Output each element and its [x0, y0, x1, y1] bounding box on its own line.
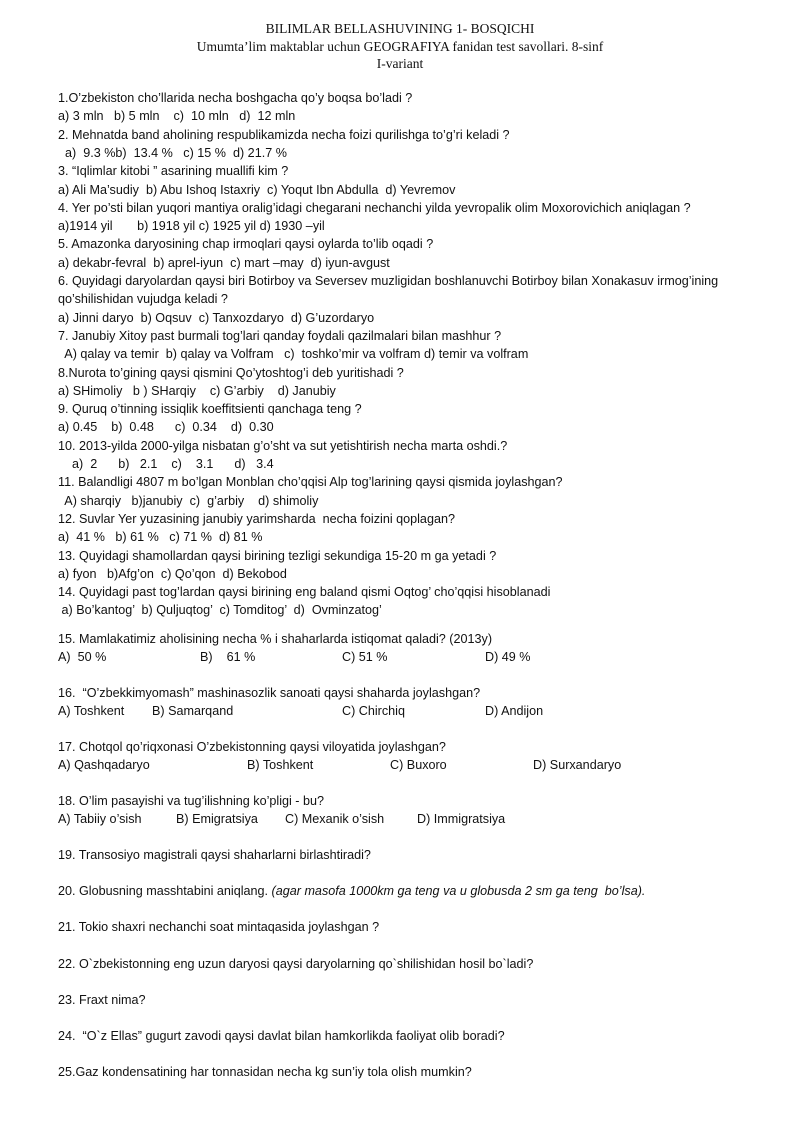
question-5: 5. Amazonka daryosining chap irmoqlari qaysi oylarda to’lib oqadi ? [58, 237, 434, 252]
question-8: 8.Nurota to’gining qaysi qismini Qo’ytoshtog’i deb yuritishadi ? [58, 365, 404, 380]
question-1-options: a) 3 mln b) 5 mln c) 10 mln d) 12 mln [58, 109, 296, 124]
question-16: 16. “O’zbekkimyomash” mashinasozlik sanoati qaysi shaharda joylashgan? [58, 686, 481, 700]
question-20-text: 20. Globusning masshtabini aniqlang. [58, 884, 272, 898]
question-12: 12. Suvlar Yer yuzasining janubiy yarimsharda necha foizini qoplagan? [58, 511, 455, 526]
q17-option-c: C) Buxoro [390, 758, 447, 772]
q18-option-c: C) Mexanik o’sish [285, 812, 385, 826]
document-header [0, 20, 800, 73]
question-3-options: a) Ali Ma’sudiy b) Abu Ishoq Istaxriy c) Yoqut Ibn Abdulla d) Yevremov [58, 182, 456, 197]
question-14-options: a) Bo’kantog’ b) Quljuqtog’ c) Tomditog’ d) Ovminzatog’ [58, 603, 382, 618]
question-11: 11. Balandligi 4807 m bo’lgan Monblan cho’qqisi Alp tog’larining qaysi qismida joylashgan? [58, 475, 563, 490]
question-2-options: a) 9.3 %b) 13.4 % c) 15 % d) 21.7 % [58, 145, 287, 160]
question-24: 24. “O`z Ellas” gugurt zavodi qaysi davlat bilan hamkorlikda faoliyat olib boradi? [58, 1029, 505, 1043]
question-23: 23. Fraxt nima? [58, 993, 146, 1007]
q18-option-d: D) Immigratsiya [417, 812, 506, 826]
question-12-options: a) 41 % b) 61 % c) 71 % d) 81 % [58, 530, 263, 545]
question-4-options: a)1914 yil b) 1918 yil c) 1925 yil d) 1930 –yil [58, 219, 325, 234]
question-20-note: (agar masofa 1000km ga teng va u globusda 2 sm ga teng bo’lsa). [271, 884, 646, 898]
document-title: BILIMLAR BELLASHUVINING 1- BOSQICHI [265, 21, 535, 36]
question-7-options: A) qalay va temir b) qalay va Volfram c) toshko’mir va volfram d) temir va volfram [58, 347, 529, 362]
question-1: 1.O’zbekiston cho’llarida necha boshgacha qo’y boqsa bo’ladi ? [58, 91, 413, 105]
question-22: 22. O`zbekistonning eng uzun daryosi qaysi daryolarning qo`shilishidan hosil bo`ladi? [58, 957, 534, 971]
question-9: 9. Quruq o’tinning issiqlik koeffitsienti qanchaga teng ? [58, 402, 362, 417]
question-11-options: A) sharqiy b)janubiy c) g’arbiy d) shimoliy [58, 493, 319, 508]
question-19: 19. Transosiyo magistrali qaysi shaharlarni birlashtiradi? [58, 848, 371, 862]
question-9-options: a) 0.45 b) 0.48 c) 0.34 d) 0.30 [58, 420, 274, 435]
q16-option-b: B) Samarqand [152, 704, 234, 718]
question-7: 7. Janubiy Xitoy past burmali tog’lari qanday foydali qazilmalari bilan mashhur ? [58, 328, 502, 343]
question-10-options: a) 2 b) 2.1 c) 3.1 d) 3.4 [58, 457, 274, 471]
q18-option-b: B) Emigratsiya [176, 812, 258, 826]
question-18: 18. O’lim pasayishi va tug’ilishning ko’pligi - bu? [58, 794, 324, 808]
q17-option-a: A) Qashqadaryo [58, 758, 150, 772]
q15-option-a: A) 50 % [58, 650, 107, 664]
question-13-options: a) fyon b)Afg’on c) Qo’qon d) Bekobod [58, 566, 287, 581]
document-subtitle: Umumta’lim maktablar uchun GEOGRAFIYA fanidan test savollari. 8-sinf [196, 38, 604, 54]
question-14: 14. Quyidagi past tog’lardan qaysi birining eng baland qismi Oqtog’ cho’qqisi hisoblanadi [58, 585, 551, 600]
question-17: 17. Chotqol qo’riqxonasi O’zbekistonning qaysi viloyatida joylashgan? [58, 740, 446, 754]
question-4: 4. Yer po’sti bilan yuqori mantiya oralig’idagi chegarani nechanchi yilda yevropalik olim Moxorovichich aniqlagan ? [58, 200, 691, 215]
question-2: 2. Mehnatda band aholining respublikamizda necha foizi qurilishga to’g’ri keladi ? [58, 127, 510, 142]
question-13: 13. Quyidagi shamollardan qaysi birining tezligi sekundiga 15-20 m ga yetadi ? [58, 548, 497, 563]
q17-option-d: D) Surxandaryo [533, 758, 622, 772]
q16-option-d: D) Andijon [485, 704, 544, 718]
question-15: 15. Mamlakatimiz aholisining necha % i shaharlarda istiqomat qaladi? (2013y) [58, 632, 493, 646]
question-3: 3. “Iqlimlar kitobi ” asarining muallifi kim ? [58, 164, 289, 179]
q15-option-b: B) 61 % [200, 650, 256, 664]
question-6: 6. Quyidagi daryolardan qaysi biri Botirboy va Seversev muzligidan boshlanuvchi Botirboy bilan Xonakasuv irmog’ining [58, 274, 719, 288]
variant-label: I-variant [376, 56, 424, 71]
question-6-options: a) Jinni daryo b) Oqsuv c) Tanxozdaryo d) G’uzordaryo [58, 310, 375, 325]
q16-option-a: A) Toshkent [58, 704, 125, 718]
q18-option-a: A) Tabiiy o’sish [58, 812, 142, 826]
question-10: 10. 2013-yilda 2000-yilga nisbatan g’o’sht va sut yetishtirish necha marta oshdi.? [58, 438, 508, 453]
q15-option-c: C) 51 % [342, 650, 388, 664]
q15-option-d: D) 49 % [485, 650, 531, 664]
question-21: 21. Tokio shaxri nechanchi soat mintaqasida joylashgan ? [58, 920, 380, 934]
q17-option-b: B) Toshkent [247, 758, 314, 772]
question-5-options: a) dekabr-fevral b) aprel-iyun c) mart –may d) iyun-avgust [58, 255, 390, 270]
question-6-cont: qo’shilishidan vujudga keladi ? [58, 292, 228, 307]
question-20 [58, 882, 770, 900]
q16-option-c: C) Chirchiq [342, 704, 405, 718]
question-8-options: a) SHimoliy b ) SHarqiy c) G’arbiy d) Janubiy [58, 383, 336, 398]
question-25: 25.Gaz kondensatining har tonnasidan necha kg sun’iy tola olish mumkin? [58, 1065, 472, 1079]
